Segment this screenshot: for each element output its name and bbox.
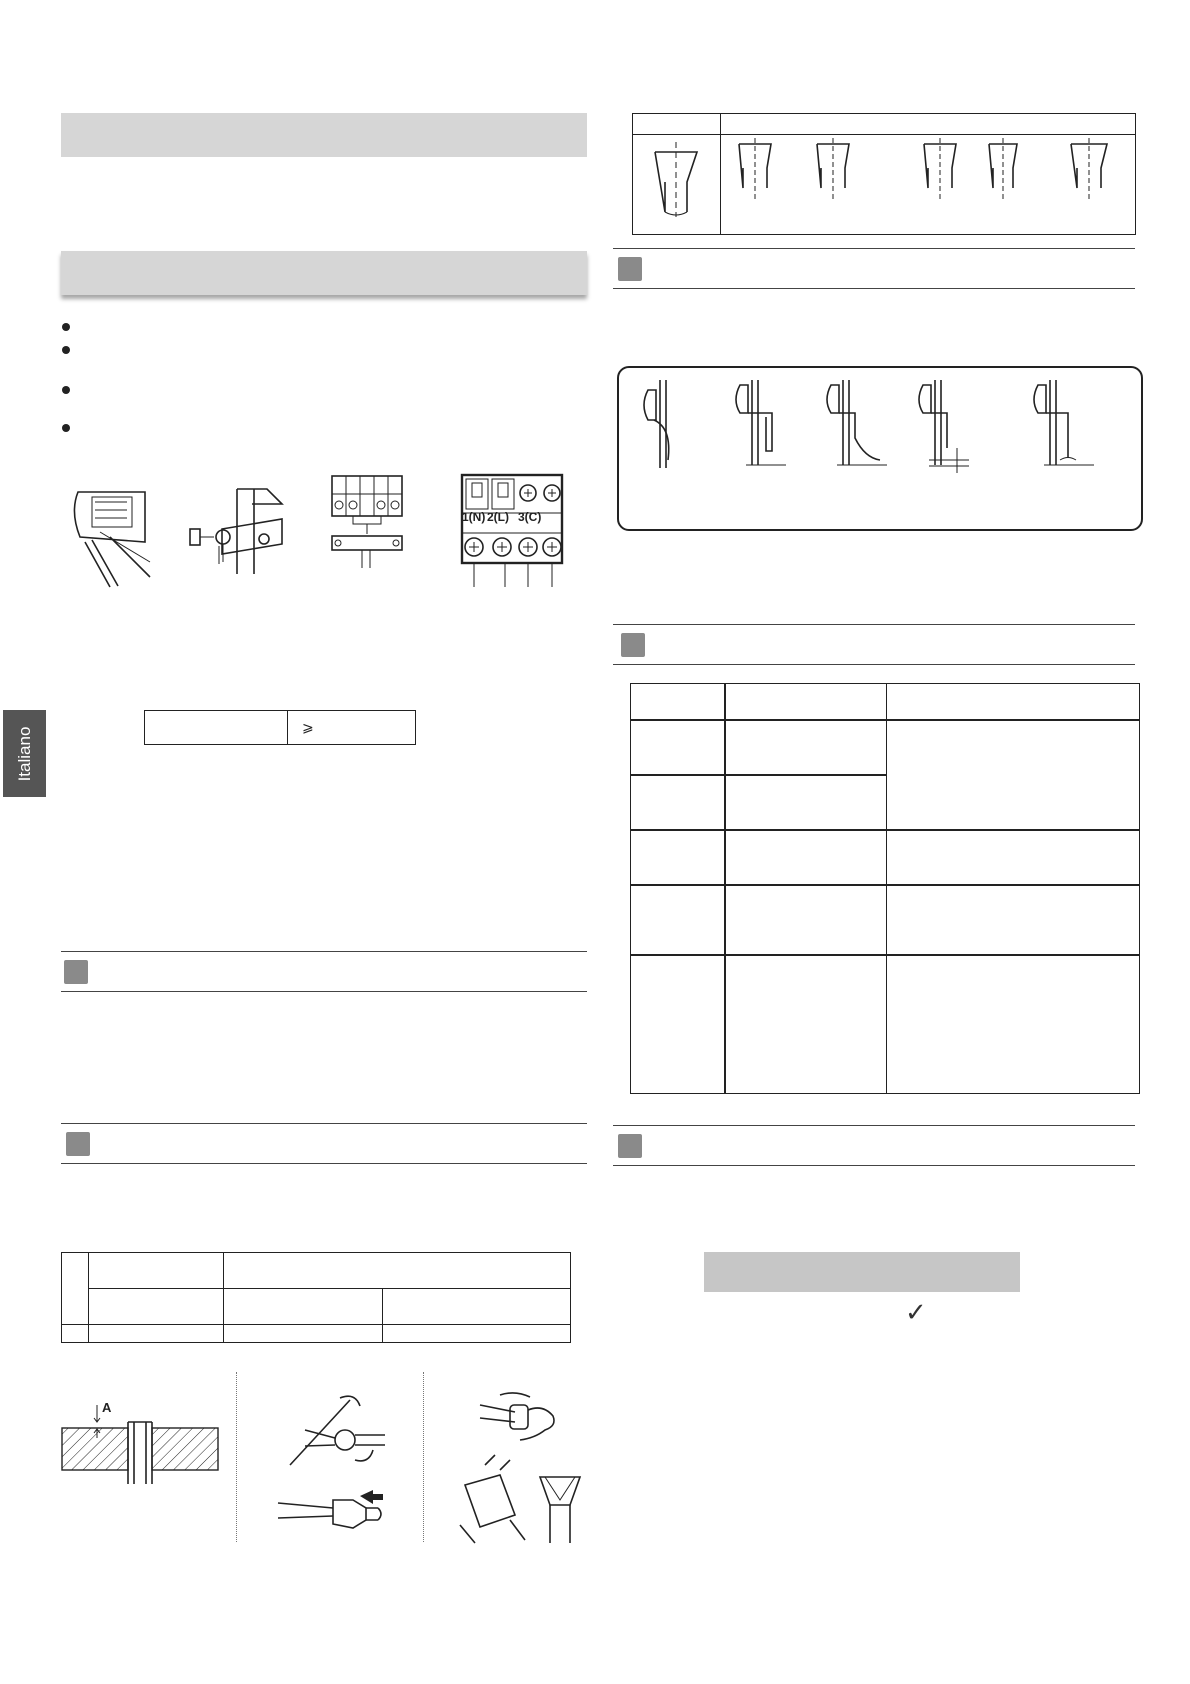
pipe-table-cell	[224, 1324, 383, 1342]
wiring-spec-cell-left	[145, 711, 288, 745]
flare-incorrect-shape-3	[922, 138, 958, 200]
divider-dotted	[236, 1372, 237, 1542]
check-mark-icon: ✓	[905, 1298, 927, 1328]
pipe-table-cell	[62, 1324, 89, 1342]
pipe-table-cell	[383, 1288, 571, 1324]
section-rule-top	[61, 1123, 587, 1124]
check-table-col-rule	[724, 684, 726, 1093]
check-table-row-rule	[631, 884, 1139, 886]
section-rule-bottom	[613, 664, 1135, 665]
wiring-spec-cell-right: ⩾	[288, 711, 416, 745]
pipe-table-cell	[62, 1253, 89, 1325]
section-number-badge	[618, 257, 642, 281]
check-table-col-rule	[886, 684, 887, 1093]
pipe-table-cell	[89, 1253, 224, 1289]
flare-incorrect-shape-2	[815, 138, 851, 200]
terminal-label-1n: 1(N)	[462, 510, 486, 524]
pipe-table-cell	[224, 1253, 571, 1289]
section-rule-bottom	[613, 1165, 1135, 1166]
flare-shapes-table	[632, 113, 1136, 235]
outdoor-terminal-block-illustration	[460, 473, 564, 588]
bullet	[62, 323, 70, 331]
flaring-tool-illustration	[455, 1455, 585, 1545]
indoor-unit-wiring-illustration	[70, 482, 155, 592]
flare-incorrect-shape-4	[987, 138, 1019, 200]
pipe-table-cell	[224, 1288, 383, 1324]
section-heading-bar	[61, 251, 587, 295]
language-side-tab-label: Italiano	[14, 726, 34, 781]
check-table	[630, 683, 1140, 1094]
screw-ring-terminal-illustration	[182, 484, 292, 579]
section-rule-top	[613, 248, 1135, 249]
wiring-spec-table	[144, 710, 416, 745]
pipe-table-cell	[383, 1324, 571, 1342]
bullet	[62, 424, 70, 432]
pipe-table-cell	[89, 1288, 224, 1324]
drain-hose-diagram-3	[823, 380, 893, 470]
flare-incorrect-shape-1	[737, 138, 773, 200]
check-table-row-rule	[631, 829, 1139, 831]
check-table-row-rule	[631, 719, 1139, 721]
terminal-strip-illustration	[330, 474, 405, 570]
section-rule-bottom	[61, 1163, 587, 1164]
drain-hose-diagram-4	[915, 380, 975, 475]
check-table-row-rule	[631, 954, 1139, 956]
pipe-cutter-illustration	[285, 1390, 395, 1470]
section-rule-top	[61, 951, 587, 952]
top-heading-bar	[61, 113, 587, 157]
pipe-table-cell	[89, 1324, 224, 1342]
divider-dotted	[423, 1372, 424, 1542]
section-rule-bottom	[61, 991, 587, 992]
section-number-badge	[66, 1132, 90, 1156]
drain-hose-diagram-5	[1030, 380, 1100, 475]
bullet	[62, 346, 70, 354]
deburring-illustration	[278, 1488, 388, 1538]
check-heading-bar	[704, 1252, 1020, 1292]
bullet	[62, 386, 70, 394]
flare-incorrect-shape-5	[1069, 138, 1109, 200]
check-table-row-rule	[631, 774, 887, 776]
hand-deburr-illustration	[480, 1390, 560, 1450]
language-side-tab[interactable]	[3, 710, 46, 797]
drain-hose-diagram-1	[640, 380, 690, 470]
flare-correct-shape	[653, 142, 699, 217]
section-rule-top	[613, 1125, 1135, 1126]
pipe-size-table	[61, 1252, 571, 1343]
terminal-label-3c: 3(C)	[518, 510, 542, 524]
section-number-badge	[64, 960, 88, 984]
drain-hose-diagram-2	[732, 380, 792, 470]
section-rule-bottom	[613, 288, 1135, 289]
section-number-badge	[621, 633, 645, 657]
dimension-a-label: A	[102, 1400, 112, 1415]
section-rule-top	[613, 624, 1135, 625]
terminal-label-2l: 2(L)	[487, 510, 509, 524]
section-number-badge	[618, 1134, 642, 1158]
pipe-protrusion-diagram	[62, 1400, 222, 1485]
flare-table-col-rule	[720, 114, 721, 234]
flare-table-header-rule	[633, 134, 1135, 135]
